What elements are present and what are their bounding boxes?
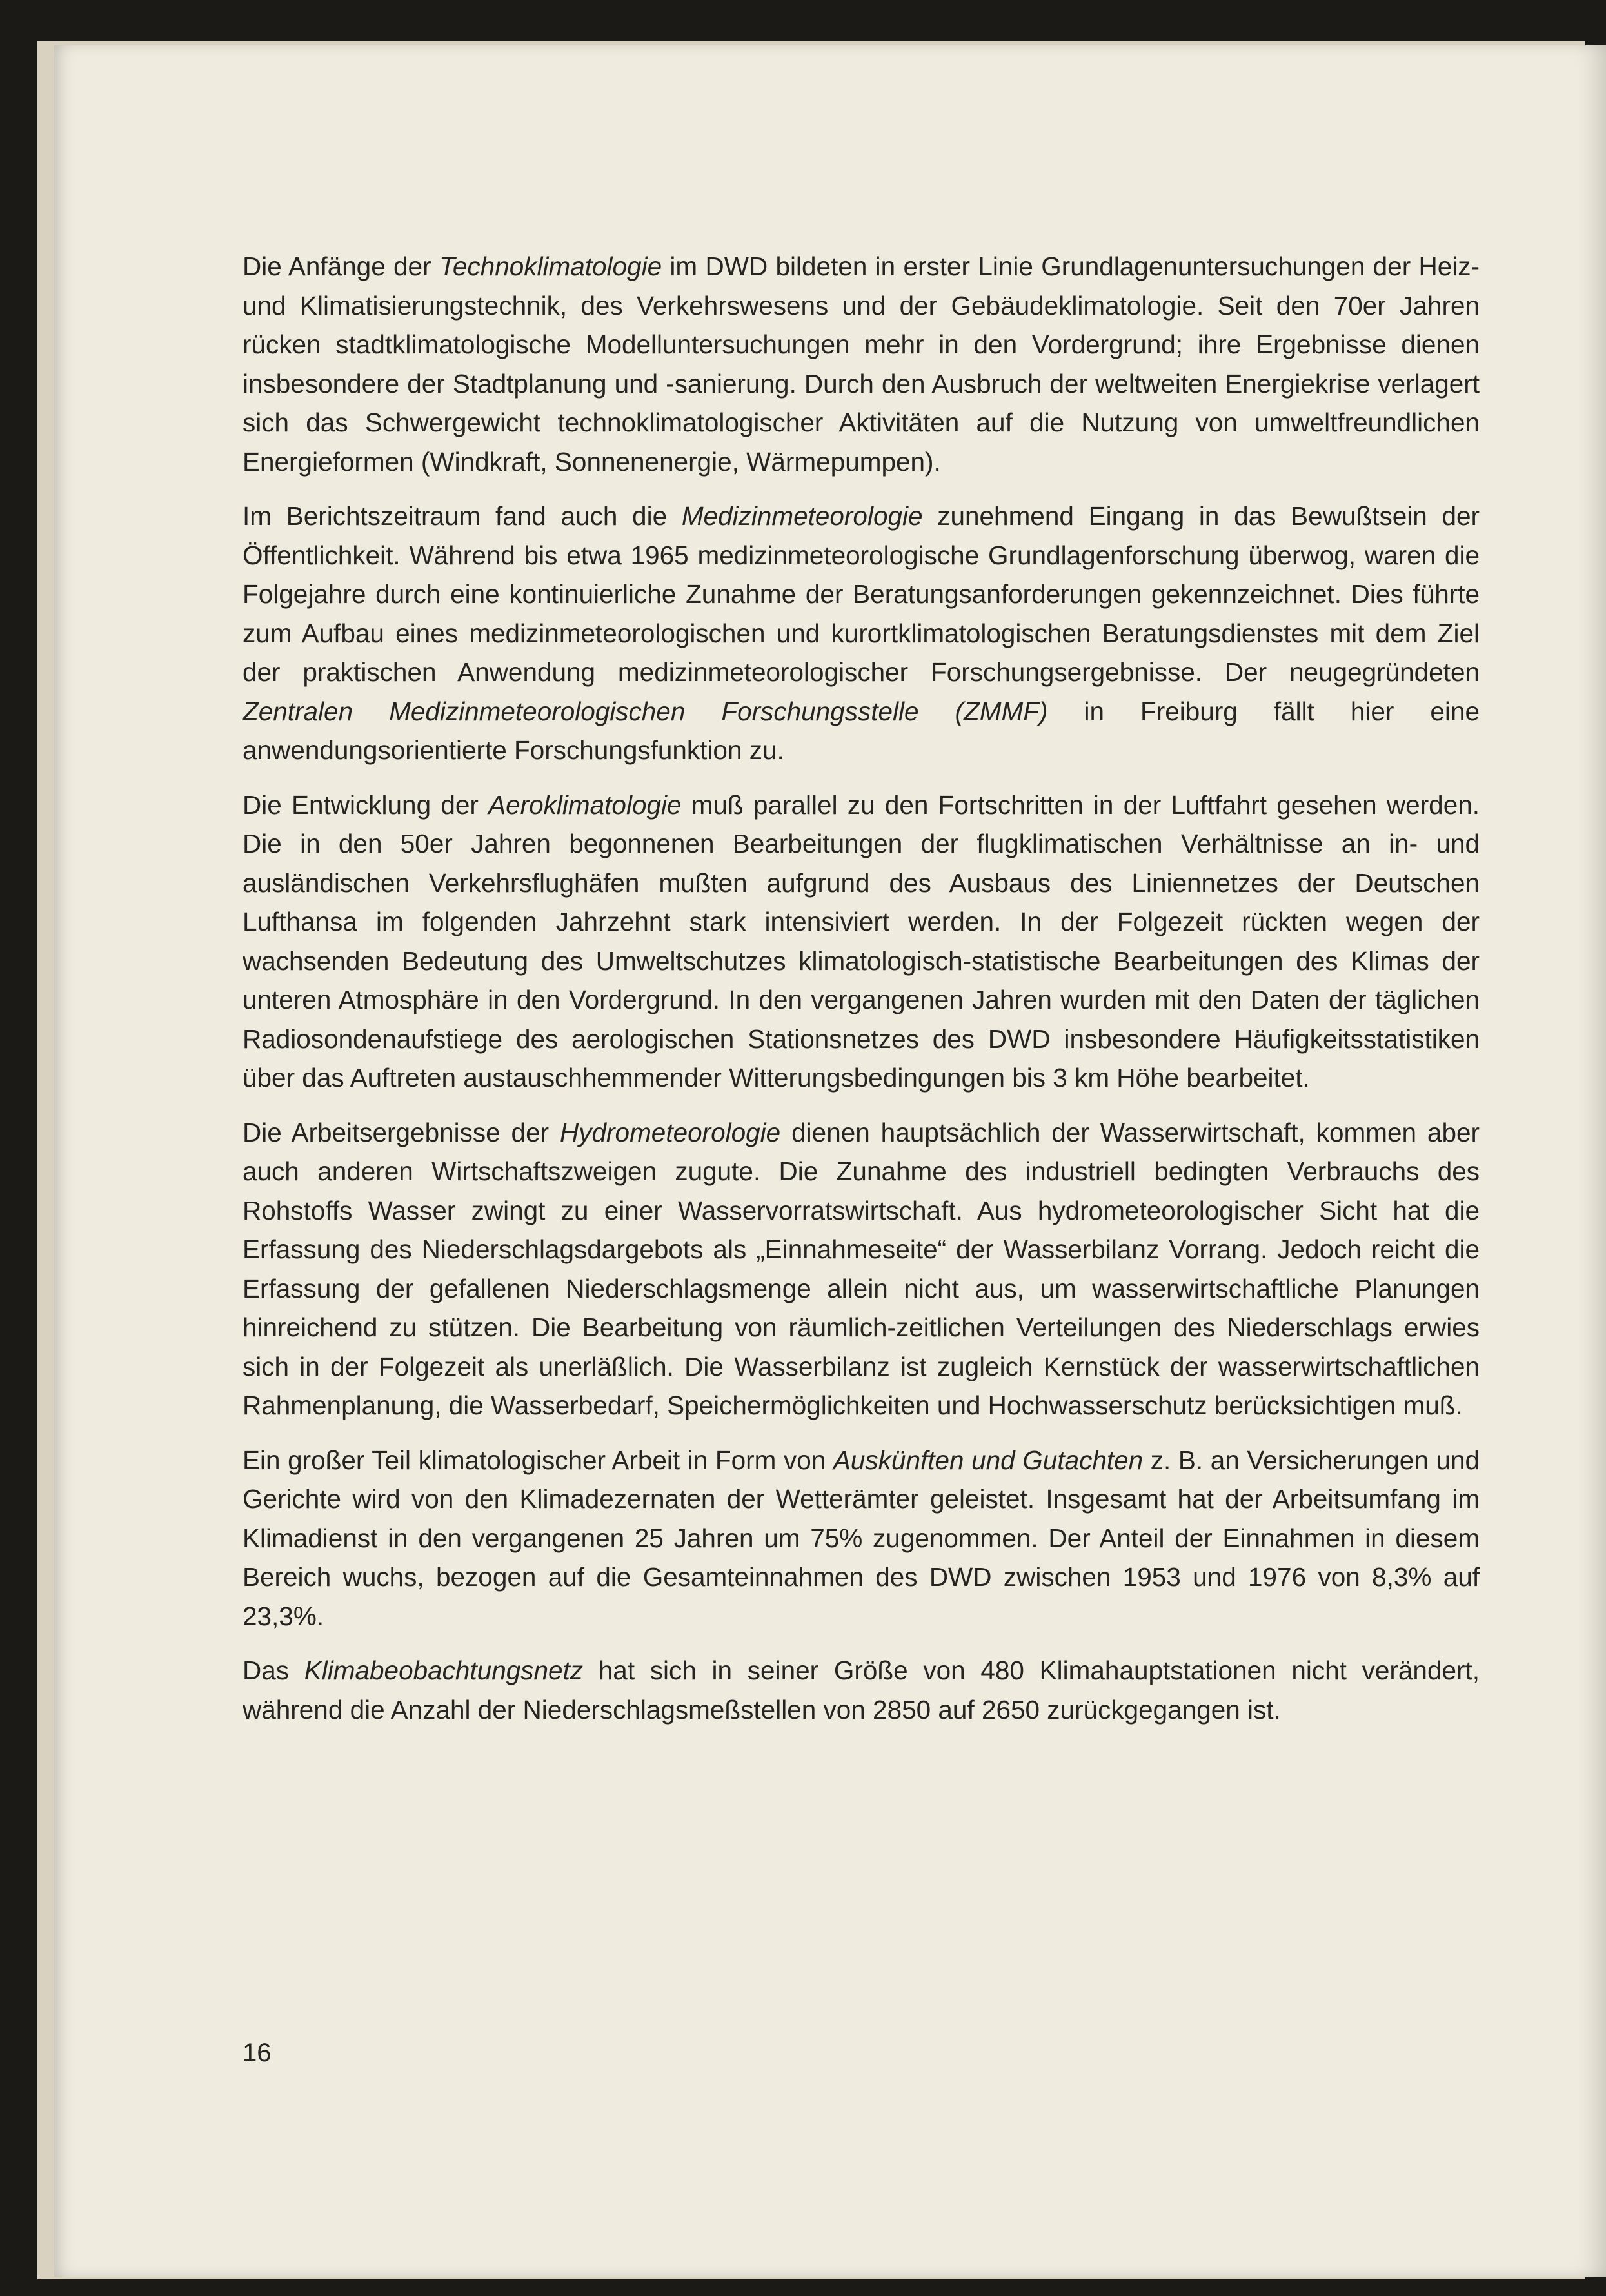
paragraph-aeroklimatologie: Die Entwicklung der Aeroklimatologie muß parallel zu den Fortschritten in der Luftfahrt gesehen werden. Die in den 50er Jahren begonnenen Bearbeitungen der flugklimatischen Verhältnisse an in- und ausländischen Verkehrsflughäfen mußten aufgrund des Ausbaus des Liniennetzes der Deutschen Lufthansa im folgenden Jahrzehnt stark intensiviert werden. In der Folgezeit rückten wegen der wachsenden Bedeutung des Umweltschutzes klimatologisch-statistische Bearbeitungen des Klimas der unteren Atmosphäre in den Vordergrund. In den vergangenen Jahren wurden mit den Daten der täglichen Radiosondenaufstiege des aerologischen Stationsnetzes des DWD insbesondere Häufigkeitsstatistiken über das Auftreten austauschhemmender Witterungsbedingungen bis 3 km Höhe bearbeitet. <box>243 789 1480 1093</box>
term-auskuenfte-gutachten: Auskünften und Gutachten <box>833 1445 1144 1475</box>
paragraph-hydrometeorologie: Die Arbeitsergebnisse der Hydrometeorologie dienen hauptsächlich der Wasserwirtschaft, kommen aber auch anderen Wirtschaftszweigen zugute. Die Zunahme des industriell bedingten Verbrauchs des Rohstoffs Wasser zwingt zu einer Wasservorratswirtschaft. Aus hydrometeorologischer Sicht hat die Erfassung des Niederschlagsdargebots als „Einnahmeseite“ der Wasserbilanz Vorrang. Jedoch reicht die Erfassung der gefallenen Niederschlagsmenge allein nicht aus, um wasserwirtschaftliche Planungen hinreichend zu stützen. Die Bearbeitung von räumlich-zeitlichen Verteilungen des Niederschlags erwies sich in der Folgezeit als unerläßlich. Die Wasserbilanz ist zugleich Kernstück der wasserwirtschaftlichen Rahmenplanung, die Wasserbedarf, Speichermöglichkeiten und Hochwasserschutz berücksichtigen muß. <box>243 1117 1480 1420</box>
term-zmmf: Zentralen Medizinmeteorologischen Forschungsstelle (ZMMF) <box>243 696 1048 726</box>
paragraph-klimabeobachtungsnetz: Das Klimabeobachtungsnetz hat sich in seiner Größe von 480 Klimahauptstationen nicht verändert, während die Anzahl der Niederschlagsmeßstellen von 2850 auf 2650 zurückgegangen ist. <box>243 1656 1480 1725</box>
term-aeroklimatologie: Aeroklimatologie <box>488 789 682 820</box>
term-technoklimatologie: Technoklimatologie <box>439 252 662 281</box>
term-medizinmeteorologie: Medizinmeteorologie <box>681 501 923 531</box>
paragraph-technoklimatologie: Die Anfänge der Technoklimatologie im DWD bildeten in erster Linie Grundlagenuntersuchungen der Heiz- und Klimatisierungstechnik, des Verkehrswesens und der Gebäudeklimatologie. Seit den 70er Jahren rücken stadtklimatologische Modelluntersuchungen mehr in den Vordergrund; ihre Ergebnisse dienen insbesondere der Stadtplanung und -sanierung. Durch den Ausbruch der weltweiten Energiekrise verlagert sich das Schwergewicht technoklimatologischer Aktivitäten auf die Nutzung von umweltfreundlichen Energieformen (Windkraft, Sonnenenergie, Wärmepumpen). <box>243 252 1480 477</box>
paragraph-medizinmeteorologie: Im Berichtszeitraum fand auch die Medizinmeteorologie zunehmend Eingang in das Bewußtsein der Öffentlichkeit. Während bis etwa 1965 medizinmeteorologische Grundlagenforschung überwog, waren die Folgejahre durch eine kontinuierliche Zunahme der Beratungsanforderungen gekennzeichnet. Dies führte zum Aufbau eines medizinmeteorologischen und kurortklimatologischen Beratungsdienstes mit dem Ziel der praktischen Anwendung medizinmeteorologischer Forschungsergebnisse. Der neugegründeten Zentralen Medizinmeteorologischen Forschungsstelle (ZMMF) in Freiburg fällt hier eine anwendungsorientierte Forschungsfunktion zu. <box>243 501 1480 765</box>
term-hydrometeorologie: Hydrometeorologie <box>560 1117 781 1147</box>
paragraph-auskuenfte: Ein großer Teil klimatologischer Arbeit in Form von Auskünften und Gutachten z. B. an Versicherungen und Gerichte wird von den Klimadezernaten der Wetterämter geleistet. Insgesamt hat der Arbeitsumfang im Klimadienst in den vergangenen 25 Jahren um 75% zugenommen. Der Anteil der Einnahmen in diesem Bereich wuchs, bezogen auf die Gesamteinnahmen des DWD zwischen 1953 und 1976 von 8,3% auf 23,3%. <box>243 1445 1480 1631</box>
page-number: 16 <box>243 2039 272 2067</box>
term-klimabeobachtungsnetz: Klimabeobachtungsnetz <box>304 1656 584 1685</box>
body-text <box>243 247 1480 1745</box>
